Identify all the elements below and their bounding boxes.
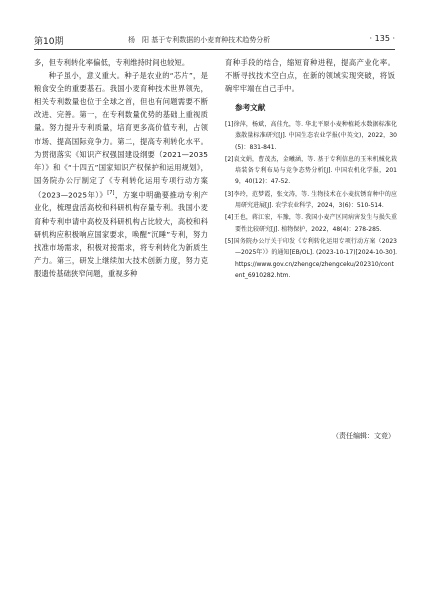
reference-item: [5]国务院办公厅关于印发《专利转化运用专项行动方案（2023—2025年）》的通知[EB/OL]. (2023-10-17)[2024-10-30]. https://www.gov.cn/zhengce/zhengceku/202310/content_6910282.htm. [225,237,397,279]
reference-item: [2]袁文娟，曹茂杰，金曦涵，等. 基于专利信息的玉米机械化栽培装备专利布局与竞争态势分析[J]. 中国农机化学报，2019，40(12)：47-52. [225,155,397,186]
right-column [225,56,395,95]
paragraph-ending: 育种手段的结合，缩短育种进程，提高产业化率。不断寻找技术空白点，在新的领域实现突破，将饭碗牢牢端在自己手中。 [225,58,395,94]
running-title: 杨 阳 基于专利数据的小麦育种技术趋势分析 [128,36,271,44]
left-column [34,56,208,280]
reference-item: [3]李玲，范梦霞，张文涛，等. 生物技术在小麦抗锈育种中的应用研究进展[J]. 农学农业科学，2024，3(6)：510-514. [225,190,397,210]
paragraph-conclusion [34,69,208,280]
paragraph-conclusion-text: 种子虽小，意义重大。种子是农业的“芯片”，是粮食安全的重要基石。我国小麦育种技术世界领先，相关专利数量也位于全球之首，但也有问题需要不断改进、完善。第一，在专利数量优势的基础上重视质量。努力提升专利质量，培育更多高价值专利，占领市场、提高国际竞争力。第二，提高专利转化水平。为贯彻落实《知识产权强国建设纲要（2021—2035年）》和《“十四五”国家知识产权保护和运用规划》，国务院办公厅制定了《专利转化运用专项行动方案（2023—2025年）》 [34,71,208,200]
issue-number: 第10期 [34,37,64,47]
paragraph-continued: 多，但专利转化率偏低，专利维持时间也较短。 [34,58,190,67]
running-header [34,34,395,48]
editor-credit: （责任编辑：文竞） [332,432,395,440]
reference-item: [4]王也，蒋江宏，车豫，等. 我国小麦产区同病害发生与损失重要性比较研究[J]. 植物保护，2022，48(4)：278-285. [225,214,397,233]
page-number: · 135 · [369,34,395,43]
reference-item: [1]徐萍，杨斌，高佳允，等. 华北平原小麦种植耗水数据标准化蒸散量标准研究[J]. 中国生态农业学报(中英文)，2022，30(5)：831-841. [225,121,397,151]
citation-marker: [7] [107,189,115,196]
header-rule [34,49,395,50]
references-list [225,119,397,282]
references-heading: 参考文献 [235,103,266,112]
paragraph-conclusion-rest: ，方案中明确要推动专利产业化，梳理盘活高校和科研机构存量专利。我国小麦育种专利申请中高校及科研机构占比较大，高校和科研机构应积极响应国家要求，唤醒“沉睡”专利，努力找准市场需求，积极对接需求，将专利转化为新质生产力。第三，研发上继续加大技术创新力度，努力克服遗传基础狭窄问题，重视多种 [34,190,209,278]
